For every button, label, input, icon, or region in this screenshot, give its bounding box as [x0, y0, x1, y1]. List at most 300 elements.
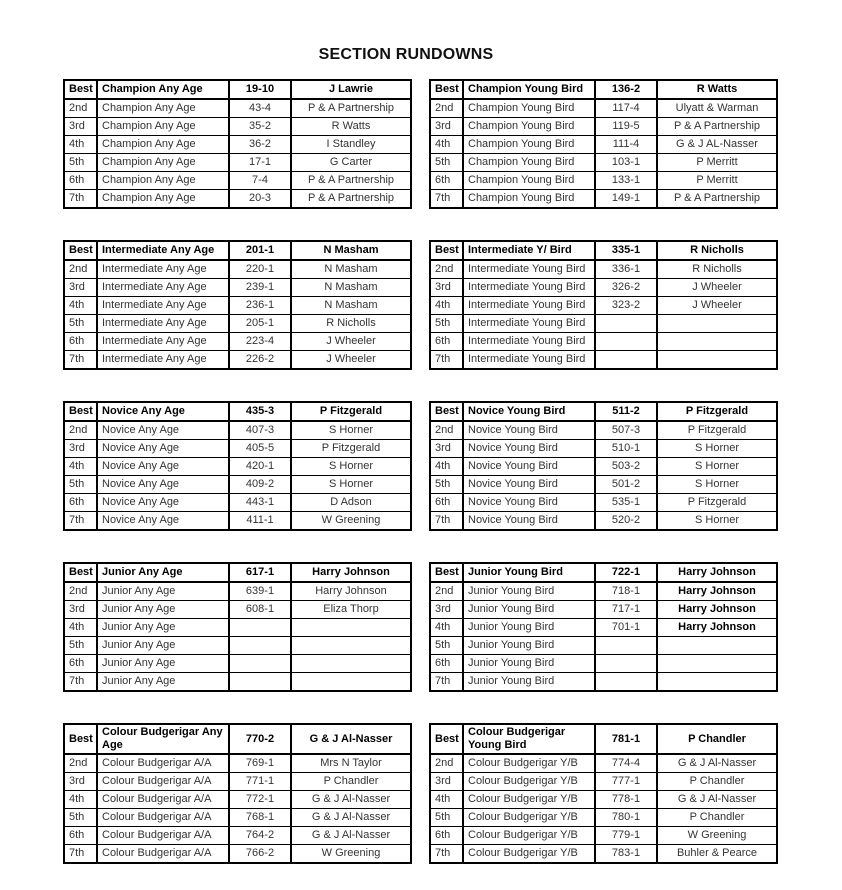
category-cell: Intermediate Young Bird: [463, 260, 595, 279]
category-cell: Novice Any Age: [97, 421, 229, 440]
ring-number-cell: 19-10: [229, 80, 291, 99]
table-row: [64, 333, 411, 351]
position-cell: Best: [430, 563, 463, 582]
position-cell: 7th: [430, 190, 463, 209]
position-cell: 4th: [64, 458, 97, 476]
table-row: [64, 421, 411, 440]
table-row: [64, 118, 411, 136]
table-row: [64, 351, 411, 370]
table-row: [64, 827, 411, 845]
owner-name-cell: R Nicholls: [291, 315, 411, 333]
owner-name-cell: D Adson: [291, 494, 411, 512]
ring-number-cell: 503-2: [595, 458, 657, 476]
ring-number-cell: 226-2: [229, 351, 291, 370]
ring-number-cell: 766-2: [229, 845, 291, 864]
owner-name-cell: J Wheeler: [657, 279, 777, 297]
table-row: [430, 458, 777, 476]
ring-number-cell: 783-1: [595, 845, 657, 864]
category-cell: Intermediate Y/ Bird: [463, 241, 595, 260]
owner-name-cell: [291, 637, 411, 655]
table-row: [64, 279, 411, 297]
position-cell: Best: [64, 402, 97, 421]
ring-number-cell: 772-1: [229, 791, 291, 809]
owner-name-cell: N Masham: [291, 297, 411, 315]
category-cell: Junior Any Age: [97, 601, 229, 619]
category-cell: Novice Any Age: [97, 512, 229, 531]
owner-name-cell: [657, 315, 777, 333]
ring-number-cell: 435-3: [229, 402, 291, 421]
category-cell: Colour Budgerigar Young Bird: [463, 724, 595, 754]
position-cell: 3rd: [430, 440, 463, 458]
position-cell: 5th: [64, 809, 97, 827]
ring-number-cell: 507-3: [595, 421, 657, 440]
table-junior-any-age: [63, 562, 412, 692]
position-cell: Best: [64, 80, 97, 99]
table-row: [64, 315, 411, 333]
category-cell: Champion Any Age: [97, 80, 229, 99]
table-row: [430, 297, 777, 315]
position-cell: 4th: [64, 297, 97, 315]
ring-number-cell: 7-4: [229, 172, 291, 190]
position-cell: 4th: [430, 297, 463, 315]
table-row: [430, 494, 777, 512]
position-cell: 7th: [64, 512, 97, 531]
table-row: [64, 476, 411, 494]
table-row: [64, 791, 411, 809]
position-cell: 3rd: [430, 773, 463, 791]
category-cell: Colour Budgerigar A/A: [97, 773, 229, 791]
category-cell: Intermediate Any Age: [97, 279, 229, 297]
owner-name-cell: [657, 673, 777, 692]
position-cell: 3rd: [64, 773, 97, 791]
table-row: [430, 172, 777, 190]
category-cell: Novice Young Bird: [463, 402, 595, 421]
table-row: [64, 297, 411, 315]
ring-number-cell: 220-1: [229, 260, 291, 279]
table-row: [430, 351, 777, 370]
ring-number-cell: 326-2: [595, 279, 657, 297]
table-row: [430, 279, 777, 297]
position-cell: 7th: [64, 190, 97, 209]
category-cell: Champion Any Age: [97, 118, 229, 136]
position-cell: 4th: [430, 136, 463, 154]
position-cell: 7th: [64, 673, 97, 692]
header-row: [430, 241, 777, 260]
table-row: [430, 260, 777, 279]
category-cell: Champion Any Age: [97, 99, 229, 118]
owner-name-cell: [657, 351, 777, 370]
table-row: [64, 845, 411, 864]
position-cell: 4th: [64, 791, 97, 809]
ring-number-cell: 239-1: [229, 279, 291, 297]
ring-number-cell: 535-1: [595, 494, 657, 512]
table-row: [64, 190, 411, 209]
owner-name-cell: P Chandler: [657, 773, 777, 791]
table-row: [64, 440, 411, 458]
category-cell: Junior Any Age: [97, 673, 229, 692]
ring-number-cell: 639-1: [229, 582, 291, 601]
page-title: SECTION RUNDOWNS: [318, 46, 494, 63]
position-cell: 6th: [430, 655, 463, 673]
header-row: [64, 563, 411, 582]
owner-name-cell: P & A Partnership: [657, 190, 777, 209]
position-cell: 5th: [64, 637, 97, 655]
ring-number-cell: 779-1: [595, 827, 657, 845]
category-cell: Novice Any Age: [97, 476, 229, 494]
category-cell: Novice Young Bird: [463, 476, 595, 494]
category-cell: Novice Any Age: [97, 440, 229, 458]
ring-number-cell: 717-1: [595, 601, 657, 619]
owner-name-cell: P Merritt: [657, 154, 777, 172]
owner-name-cell: S Horner: [291, 458, 411, 476]
category-cell: Junior Young Bird: [463, 673, 595, 692]
ring-number-cell: 764-2: [229, 827, 291, 845]
ring-number-cell: 43-4: [229, 99, 291, 118]
ring-number-cell: 781-1: [595, 724, 657, 754]
table-row: [64, 655, 411, 673]
position-cell: 6th: [64, 655, 97, 673]
position-cell: 2nd: [64, 99, 97, 118]
position-cell: 3rd: [64, 601, 97, 619]
category-cell: Intermediate Young Bird: [463, 315, 595, 333]
header-row: [64, 402, 411, 421]
owner-name-cell: Harry Johnson: [291, 563, 411, 582]
owner-name-cell: P Chandler: [657, 724, 777, 754]
ring-number-cell: 407-3: [229, 421, 291, 440]
table-row: [430, 421, 777, 440]
ring-number-cell: 336-1: [595, 260, 657, 279]
position-cell: 5th: [64, 154, 97, 172]
table-row: [430, 154, 777, 172]
category-cell: Champion Young Bird: [463, 80, 595, 99]
owner-name-cell: P Chandler: [657, 809, 777, 827]
position-cell: 2nd: [64, 421, 97, 440]
ring-number-cell: 103-1: [595, 154, 657, 172]
owner-name-cell: Harry Johnson: [657, 582, 777, 601]
table-row: [430, 619, 777, 637]
position-cell: Best: [430, 724, 463, 754]
owner-name-cell: [657, 655, 777, 673]
position-cell: 7th: [430, 351, 463, 370]
position-cell: 4th: [430, 458, 463, 476]
ring-number-cell: 722-1: [595, 563, 657, 582]
table-row: [64, 136, 411, 154]
category-cell: Junior Any Age: [97, 582, 229, 601]
category-cell: Novice Any Age: [97, 494, 229, 512]
table-row: [64, 172, 411, 190]
header-row: [64, 241, 411, 260]
position-cell: 6th: [430, 494, 463, 512]
ring-number-cell: 119-5: [595, 118, 657, 136]
table-row: [430, 136, 777, 154]
category-cell: Intermediate Any Age: [97, 333, 229, 351]
position-cell: 3rd: [64, 118, 97, 136]
table-row: [430, 333, 777, 351]
owner-name-cell: J Wheeler: [291, 333, 411, 351]
owner-name-cell: [291, 655, 411, 673]
table-row: [430, 637, 777, 655]
ring-number-cell: 205-1: [229, 315, 291, 333]
position-cell: Best: [430, 80, 463, 99]
ring-number-cell: 768-1: [229, 809, 291, 827]
category-cell: Champion Young Bird: [463, 190, 595, 209]
ring-number-cell: 510-1: [595, 440, 657, 458]
owner-name-cell: G & J AL-Nasser: [657, 136, 777, 154]
owner-name-cell: W Greening: [657, 827, 777, 845]
position-cell: 5th: [430, 809, 463, 827]
ring-number-cell: 201-1: [229, 241, 291, 260]
table-row: [64, 619, 411, 637]
ring-number-cell: 223-4: [229, 333, 291, 351]
category-cell: Junior Young Bird: [463, 563, 595, 582]
position-cell: Best: [430, 402, 463, 421]
owner-name-cell: J Wheeler: [657, 297, 777, 315]
ring-number-cell: 608-1: [229, 601, 291, 619]
table-novice-any-age: [63, 401, 412, 531]
table-champion-any-age: [63, 79, 412, 209]
ring-number-cell: 36-2: [229, 136, 291, 154]
table-row: [430, 827, 777, 845]
ring-number-cell: 20-3: [229, 190, 291, 209]
position-cell: 4th: [64, 136, 97, 154]
category-cell: Intermediate Young Bird: [463, 279, 595, 297]
ring-number-cell: 617-1: [229, 563, 291, 582]
position-cell: 3rd: [430, 279, 463, 297]
table-row: [430, 791, 777, 809]
table-row: [430, 809, 777, 827]
table-row: [430, 440, 777, 458]
owner-name-cell: Ulyatt & Warman: [657, 99, 777, 118]
ring-number-cell: 520-2: [595, 512, 657, 531]
category-cell: Junior Young Bird: [463, 582, 595, 601]
owner-name-cell: P & A Partnership: [291, 172, 411, 190]
table-colour-budgerigar-young-bird: [429, 723, 778, 864]
owner-name-cell: S Horner: [291, 476, 411, 494]
category-cell: Junior Any Age: [97, 619, 229, 637]
header-row: [430, 724, 777, 754]
ring-number-cell: [595, 351, 657, 370]
owner-name-cell: I Standley: [291, 136, 411, 154]
category-cell: Intermediate Any Age: [97, 315, 229, 333]
owner-name-cell: P Fitzgerald: [291, 402, 411, 421]
ring-number-cell: 701-1: [595, 619, 657, 637]
ring-number-cell: 778-1: [595, 791, 657, 809]
table-row: [64, 637, 411, 655]
ring-number-cell: 771-1: [229, 773, 291, 791]
owner-name-cell: P Fitzgerald: [657, 421, 777, 440]
position-cell: 3rd: [64, 279, 97, 297]
ring-number-cell: 443-1: [229, 494, 291, 512]
owner-name-cell: R Nicholls: [657, 241, 777, 260]
table-row: [430, 476, 777, 494]
category-cell: Colour Budgerigar Y/B: [463, 845, 595, 864]
position-cell: 5th: [430, 315, 463, 333]
category-cell: Colour Budgerigar A/A: [97, 845, 229, 864]
table-row: [64, 754, 411, 773]
owner-name-cell: P Fitzgerald: [657, 494, 777, 512]
table-row: [430, 118, 777, 136]
position-cell: 6th: [64, 172, 97, 190]
position-cell: 2nd: [430, 421, 463, 440]
table-row: [64, 601, 411, 619]
owner-name-cell: P Fitzgerald: [291, 440, 411, 458]
table-row: [64, 773, 411, 791]
position-cell: 2nd: [430, 99, 463, 118]
category-cell: Champion Young Bird: [463, 118, 595, 136]
header-row: [64, 724, 411, 754]
category-cell: Junior Young Bird: [463, 619, 595, 637]
ring-number-cell: [595, 655, 657, 673]
ring-number-cell: 774-4: [595, 754, 657, 773]
category-cell: Colour Budgerigar Y/B: [463, 791, 595, 809]
position-cell: 6th: [430, 333, 463, 351]
category-cell: Champion Young Bird: [463, 136, 595, 154]
category-cell: Intermediate Young Bird: [463, 351, 595, 370]
owner-name-cell: S Horner: [657, 476, 777, 494]
owner-name-cell: Harry Johnson: [291, 582, 411, 601]
table-row: [430, 601, 777, 619]
table-row: [64, 809, 411, 827]
category-cell: Junior Any Age: [97, 655, 229, 673]
table-row: [430, 512, 777, 531]
ring-number-cell: [595, 673, 657, 692]
ring-number-cell: 718-1: [595, 582, 657, 601]
category-cell: Novice Any Age: [97, 458, 229, 476]
position-cell: 5th: [64, 476, 97, 494]
table-colour-budgerigar-any-age: [63, 723, 412, 864]
table-row: [64, 673, 411, 692]
header-row: [64, 80, 411, 99]
category-cell: Intermediate Any Age: [97, 297, 229, 315]
category-cell: Colour Budgerigar A/A: [97, 791, 229, 809]
ring-number-cell: 511-2: [595, 402, 657, 421]
position-cell: 2nd: [430, 754, 463, 773]
position-cell: 3rd: [430, 118, 463, 136]
position-cell: 2nd: [64, 754, 97, 773]
ring-number-cell: 409-2: [229, 476, 291, 494]
owner-name-cell: R Watts: [657, 80, 777, 99]
category-cell: Champion Any Age: [97, 190, 229, 209]
category-cell: Champion Any Age: [97, 172, 229, 190]
position-cell: 6th: [430, 827, 463, 845]
position-cell: Best: [64, 724, 97, 754]
position-cell: 5th: [430, 637, 463, 655]
owner-name-cell: J Lawrie: [291, 80, 411, 99]
category-cell: Colour Budgerigar Any Age: [97, 724, 229, 754]
header-row: [430, 563, 777, 582]
position-cell: 3rd: [430, 601, 463, 619]
owner-name-cell: P & A Partnership: [291, 190, 411, 209]
owner-name-cell: N Masham: [291, 260, 411, 279]
category-cell: Champion Young Bird: [463, 172, 595, 190]
owner-name-cell: G Carter: [291, 154, 411, 172]
category-cell: Intermediate Young Bird: [463, 333, 595, 351]
category-cell: Junior Any Age: [97, 563, 229, 582]
owner-name-cell: Harry Johnson: [657, 619, 777, 637]
position-cell: Best: [64, 563, 97, 582]
owner-name-cell: [657, 637, 777, 655]
table-row: [430, 773, 777, 791]
owner-name-cell: G & J Al-Nasser: [657, 791, 777, 809]
owner-name-cell: J Wheeler: [291, 351, 411, 370]
ring-number-cell: 111-4: [595, 136, 657, 154]
ring-number-cell: 335-1: [595, 241, 657, 260]
table-row: [64, 494, 411, 512]
owner-name-cell: Harry Johnson: [657, 563, 777, 582]
category-cell: Junior Young Bird: [463, 655, 595, 673]
position-cell: 3rd: [64, 440, 97, 458]
position-cell: 6th: [430, 172, 463, 190]
position-cell: 5th: [430, 476, 463, 494]
owner-name-cell: G & J Al-Nasser: [657, 754, 777, 773]
ring-number-cell: [229, 655, 291, 673]
ring-number-cell: 17-1: [229, 154, 291, 172]
ring-number-cell: [595, 333, 657, 351]
category-cell: Intermediate Any Age: [97, 351, 229, 370]
category-cell: Champion Young Bird: [463, 154, 595, 172]
category-cell: Intermediate Young Bird: [463, 297, 595, 315]
position-cell: Best: [430, 241, 463, 260]
position-cell: 6th: [64, 494, 97, 512]
owner-name-cell: Mrs N Taylor: [291, 754, 411, 773]
ring-number-cell: [229, 619, 291, 637]
category-cell: Colour Budgerigar Y/B: [463, 773, 595, 791]
ring-number-cell: [595, 637, 657, 655]
owner-name-cell: S Horner: [657, 458, 777, 476]
position-cell: 7th: [430, 512, 463, 531]
owner-name-cell: Buhler & Pearce: [657, 845, 777, 864]
owner-name-cell: R Nicholls: [657, 260, 777, 279]
ring-number-cell: 133-1: [595, 172, 657, 190]
owner-name-cell: S Horner: [657, 440, 777, 458]
position-cell: 6th: [64, 333, 97, 351]
category-cell: Junior Young Bird: [463, 637, 595, 655]
category-cell: Novice Young Bird: [463, 494, 595, 512]
table-intermediate-any-age: [63, 240, 412, 370]
ring-number-cell: 777-1: [595, 773, 657, 791]
position-cell: 5th: [430, 154, 463, 172]
category-cell: Colour Budgerigar A/A: [97, 754, 229, 773]
owner-name-cell: S Horner: [291, 421, 411, 440]
table-row: [64, 154, 411, 172]
owner-name-cell: P Fitzgerald: [657, 402, 777, 421]
ring-number-cell: 117-4: [595, 99, 657, 118]
position-cell: 4th: [430, 791, 463, 809]
ring-number-cell: [229, 673, 291, 692]
category-cell: Champion Young Bird: [463, 99, 595, 118]
table-novice-young-bird: [429, 401, 778, 531]
category-cell: Junior Young Bird: [463, 601, 595, 619]
owner-name-cell: P Merritt: [657, 172, 777, 190]
owner-name-cell: [657, 333, 777, 351]
owner-name-cell: Eliza Thorp: [291, 601, 411, 619]
category-cell: Champion Any Age: [97, 154, 229, 172]
ring-number-cell: 769-1: [229, 754, 291, 773]
header-row: [430, 80, 777, 99]
position-cell: Best: [64, 241, 97, 260]
owner-name-cell: [291, 673, 411, 692]
owner-name-cell: G & J Al-Nasser: [291, 827, 411, 845]
table-row: [430, 99, 777, 118]
tables-grid: [63, 79, 842, 864]
ring-number-cell: 236-1: [229, 297, 291, 315]
owner-name-cell: W Greening: [291, 512, 411, 531]
category-cell: Intermediate Any Age: [97, 260, 229, 279]
ring-number-cell: 411-1: [229, 512, 291, 531]
owner-name-cell: G & J Al-Nasser: [291, 809, 411, 827]
category-cell: Novice Young Bird: [463, 458, 595, 476]
position-cell: 4th: [64, 619, 97, 637]
